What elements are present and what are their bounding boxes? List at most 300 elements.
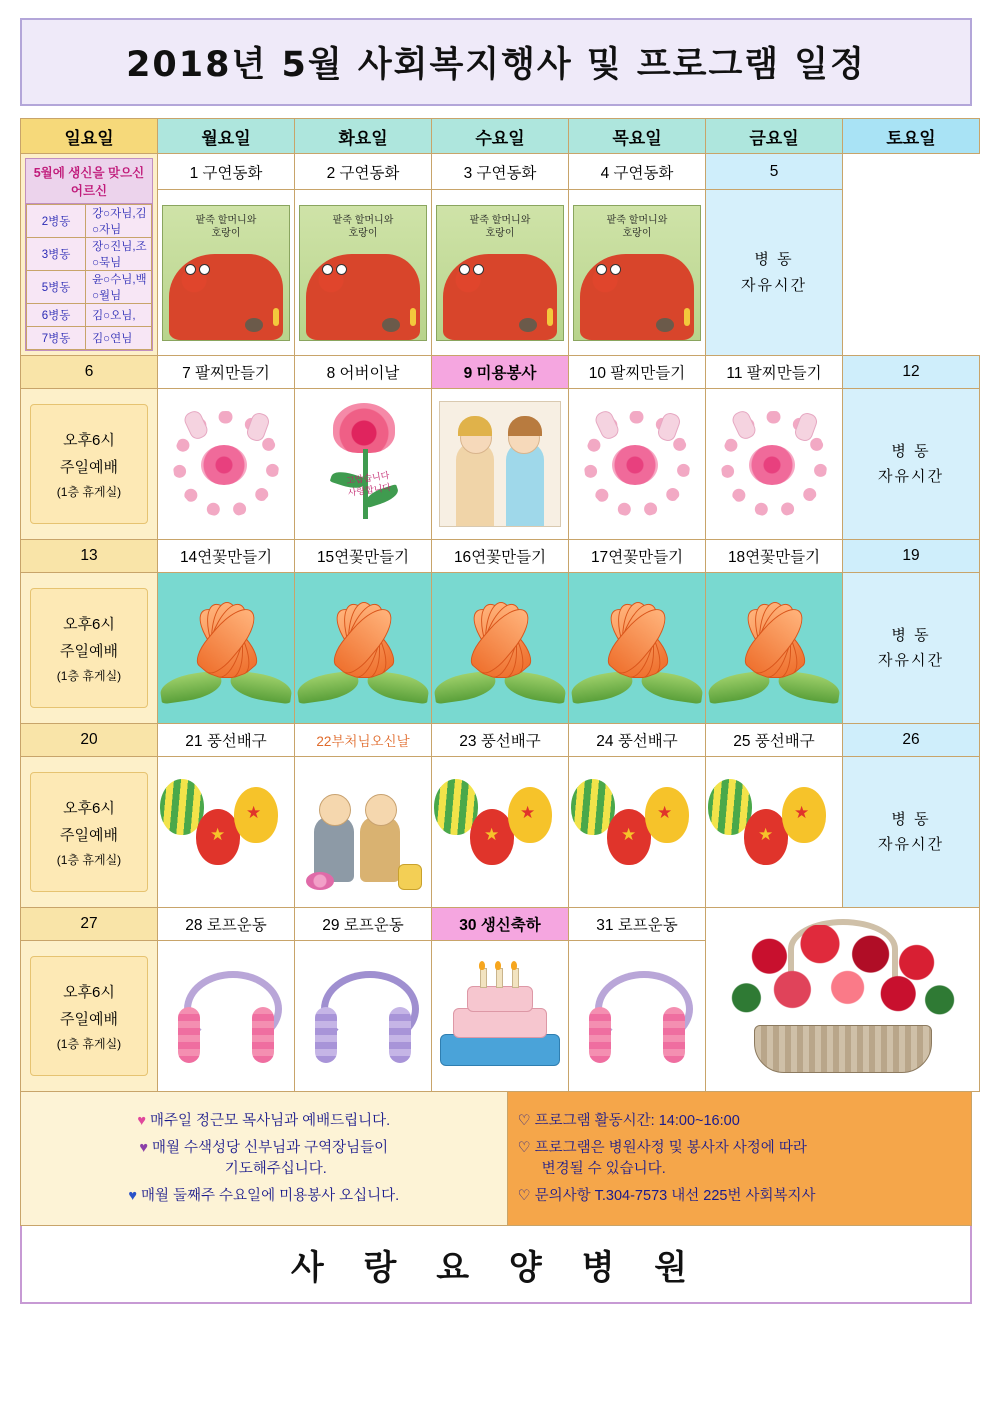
day-cell-20: 20 <box>21 724 158 757</box>
day-number: 17 <box>590 549 609 566</box>
note-left-2 <box>31 1138 497 1179</box>
worship-time: 오후6시 <box>63 799 115 817</box>
birthday-panel-cell <box>21 154 158 356</box>
bracelet-illustration <box>158 389 294 539</box>
sunday-cell-13 <box>21 573 158 724</box>
balloons-icon <box>569 773 705 891</box>
day-cell-27: 27 <box>21 908 158 941</box>
weekday-header-row <box>21 119 980 154</box>
balloon-star: ★ <box>210 825 226 844</box>
day-number: 1 <box>189 164 199 182</box>
week1-content <box>21 190 980 356</box>
hospital-name: 사 랑 요 양 병 원 <box>290 1247 702 1288</box>
carnation-illustration <box>295 389 431 539</box>
day-number: 31 <box>596 917 614 934</box>
storybook-illustration <box>158 190 294 355</box>
lotus-illustration <box>158 573 294 723</box>
note-right-2 <box>518 1138 961 1179</box>
day-label: 연꽃만들기 <box>608 549 684 566</box>
birthday-ward: 7병동 <box>27 327 86 350</box>
worship-name: 주일예배 <box>60 642 118 660</box>
cake-candle <box>480 968 487 988</box>
monk-head <box>365 794 397 826</box>
birthday-ward: 2병동 <box>27 205 86 238</box>
birthday-ward: 6병동 <box>27 304 86 327</box>
birthday-ward: 3병동 <box>27 238 86 271</box>
day-cell-12: 12 <box>843 356 980 389</box>
bracelet-icon <box>578 405 696 523</box>
day-number: 22 <box>316 734 332 749</box>
day-label: 팔찌만들기 <box>195 365 270 382</box>
art-cell-4 <box>569 190 706 356</box>
day-cell-23 <box>432 724 569 757</box>
balloon-illustration <box>432 757 568 907</box>
day-label: 구연동화 <box>476 164 537 182</box>
day-cell-26: 26 <box>843 724 980 757</box>
heart-icon: ♥ <box>128 1187 137 1204</box>
tiger-eye <box>322 264 333 275</box>
art-cell-22 <box>295 757 432 908</box>
monk-head <box>319 794 351 826</box>
day-cell-14 <box>158 540 295 573</box>
day-cell-1 <box>158 154 295 190</box>
art-cell-28 <box>158 941 295 1092</box>
exercise-rope-icon <box>162 961 290 1071</box>
birthday-row <box>27 304 152 327</box>
worship-time: 오후6시 <box>63 983 115 1001</box>
tiger-eye <box>199 264 210 275</box>
book-cover-icon <box>436 205 564 341</box>
art-cell-14 <box>158 573 295 724</box>
day-number: 15 <box>316 549 335 566</box>
saturday-cell-12 <box>843 389 980 540</box>
storybook-illustration <box>432 190 568 355</box>
balloon-star: ★ <box>246 803 262 822</box>
bracelet-illustration <box>706 389 842 539</box>
person-hair <box>508 416 542 436</box>
day-cell-28 <box>158 908 295 941</box>
notes-section <box>20 1092 972 1226</box>
day-cell-17 <box>569 540 706 573</box>
birthday-row <box>27 238 152 271</box>
candle-flame <box>479 961 485 970</box>
person-body <box>506 442 544 526</box>
day-label: 미용봉사 <box>476 365 537 382</box>
balloon-star: ★ <box>621 825 637 844</box>
lotus-icon <box>295 588 431 708</box>
person-body <box>456 442 494 526</box>
storybook-illustration <box>569 190 705 355</box>
art-cell-1 <box>158 190 295 356</box>
lotus-lantern-icon <box>306 872 334 890</box>
heart-outline-icon: ♡ <box>517 1140 531 1157</box>
saturday-free-time <box>843 439 979 490</box>
mole-shape <box>519 318 537 332</box>
birthday-cake-illustration <box>432 941 568 1091</box>
day-number: 4 <box>600 164 610 182</box>
note-right-1 <box>518 1111 961 1131</box>
day-cell-8 <box>295 356 432 389</box>
day-cell-21 <box>158 724 295 757</box>
day-label: 팔찌만들기 <box>746 365 822 382</box>
rope-handle <box>589 1007 611 1063</box>
exercise-rope-icon <box>573 961 701 1071</box>
carnation-bouquet <box>728 925 958 1029</box>
book-title-text: 팥죽 할머니와 호랑이 <box>606 214 668 239</box>
weekday-thursday: 목요일 <box>569 119 706 154</box>
lotus-illustration <box>569 573 705 723</box>
monk-children-icon <box>298 772 428 892</box>
balloon-illustration <box>706 757 842 907</box>
day-label: 로프운동 <box>617 917 678 934</box>
book-cover-icon <box>573 205 701 341</box>
notes-right-panel <box>507 1092 971 1225</box>
day-number: 9 <box>463 365 473 382</box>
day-cell-25 <box>706 724 843 757</box>
day-label: 풍선배구 <box>480 733 541 750</box>
note-left-1 <box>31 1111 497 1131</box>
saturday-cell-5 <box>706 190 843 356</box>
day-number: 10 <box>588 365 607 382</box>
balloon-star: ★ <box>794 803 810 822</box>
rope-handle <box>178 1007 200 1063</box>
hairdresser-icon <box>439 401 561 527</box>
weekday-monday: 월요일 <box>158 119 295 154</box>
worship-place: (1층 휴게실) <box>56 484 122 499</box>
day-number: 24 <box>596 733 614 750</box>
day-number: 3 <box>463 164 473 182</box>
rope-illustration <box>295 941 431 1091</box>
corn-shape <box>410 308 416 326</box>
week3-content <box>21 573 980 724</box>
art-cell-24 <box>569 757 706 908</box>
day-number: 11 <box>726 365 743 382</box>
page-title: 2018년 5월 사회복지행사 및 프로그램 일정 <box>126 45 866 85</box>
day-number: 29 <box>322 917 340 934</box>
tiger-eye <box>459 264 470 275</box>
heart-outline-icon: ♡ <box>517 1113 531 1129</box>
art-cell-10 <box>569 389 706 540</box>
day-label: 구연동화 <box>613 164 674 182</box>
note-text: 매월 수색성당 신부님과 구역장님들이 <box>151 1140 389 1157</box>
heart-outline-icon: ♡ <box>517 1187 531 1204</box>
lotus-icon <box>706 588 842 708</box>
saturday-cell-19 <box>843 573 980 724</box>
note-text: 문의사항 T.304-7573 내선 225번 사회복지사 <box>534 1187 816 1204</box>
lotus-icon <box>569 588 705 708</box>
cake-tier <box>453 1008 547 1038</box>
art-cell-3 <box>432 190 569 356</box>
note-text: 매월 둘째주 수요일에 미용봉사 오십니다. <box>140 1187 400 1204</box>
art-cell-17 <box>569 573 706 724</box>
art-cell-21 <box>158 757 295 908</box>
week2-content <box>21 389 980 540</box>
basket-body <box>754 1025 932 1073</box>
page-title-box <box>20 18 972 106</box>
art-cell-25 <box>706 757 843 908</box>
day-number: 8 <box>326 365 336 382</box>
day-cell-31 <box>569 908 706 941</box>
sunday-worship-box <box>30 772 149 892</box>
note-text: 프로그램은 병원사정 및 봉사자 사정에 따라 <box>534 1140 807 1157</box>
birthday-row <box>27 205 152 238</box>
note-right-3 <box>518 1186 961 1206</box>
rope-handle <box>315 1007 337 1063</box>
day-cell-2 <box>295 154 432 190</box>
day-label: 구연동화 <box>202 164 263 182</box>
saturday-free-time <box>843 623 979 674</box>
rope-handle <box>389 1007 411 1063</box>
note-text: 변경될 수 있습니다. <box>541 1160 666 1177</box>
art-cell-16 <box>432 573 569 724</box>
birthday-names: 김○오님, <box>86 304 152 327</box>
week4-numbers <box>21 724 980 757</box>
sunday-worship-box <box>30 956 149 1076</box>
day-cell-4 <box>569 154 706 190</box>
note-left-3 <box>31 1186 497 1206</box>
cake-tier <box>440 1034 560 1066</box>
mole-shape <box>656 318 674 332</box>
lotus-illustration <box>432 573 568 723</box>
tiger-eye <box>336 264 347 275</box>
book-cover-icon <box>299 205 427 341</box>
week3-numbers <box>21 540 980 573</box>
cake-candle <box>512 968 519 988</box>
art-cell-7 <box>158 389 295 540</box>
day-label: 연꽃만들기 <box>471 549 547 566</box>
day-number: 28 <box>185 917 203 934</box>
balloon-star: ★ <box>484 825 500 844</box>
week1-numbers <box>21 154 980 190</box>
weekday-friday: 금요일 <box>706 119 843 154</box>
worship-place: (1층 휴게실) <box>56 668 122 683</box>
day-label: 연꽃만들기 <box>197 549 273 566</box>
bracelet-flower <box>201 445 247 485</box>
day-cell-7 <box>158 356 295 389</box>
flower-basket-cell <box>706 908 980 1092</box>
birthday-row <box>27 271 152 304</box>
heart-icon: ♥ <box>139 1140 148 1157</box>
sat-line1: 병 동 <box>891 810 931 828</box>
art-cell-8 <box>295 389 432 540</box>
birthday-names: 강○자님,김○자님 <box>86 205 152 238</box>
day-cell-19: 19 <box>843 540 980 573</box>
weekday-wednesday: 수요일 <box>432 119 569 154</box>
balloons-icon <box>432 773 568 891</box>
day-label: 연꽃만들기 <box>745 549 821 566</box>
day-cell-15 <box>295 540 432 573</box>
worship-time: 오후6시 <box>63 615 115 633</box>
day-number: 2 <box>326 164 336 182</box>
day-label: 풍선배구 <box>754 733 815 750</box>
worship-time: 오후6시 <box>63 431 115 449</box>
day-cell-22 <box>295 724 432 757</box>
carnation-icon <box>307 399 419 529</box>
saturday-free-time <box>706 247 842 298</box>
weekday-tuesday: 화요일 <box>295 119 432 154</box>
bracelet-icon <box>715 405 833 523</box>
book-title-text: 팥죽 할머니와 호랑이 <box>469 214 531 239</box>
mole-shape <box>245 318 263 332</box>
worship-name: 주일예배 <box>60 826 118 844</box>
balloons-icon <box>158 773 294 891</box>
rope-handle <box>663 1007 685 1063</box>
rope-handle <box>252 1007 274 1063</box>
day-cell-13: 13 <box>21 540 158 573</box>
bracelet-illustration <box>569 389 705 539</box>
art-cell-2 <box>295 190 432 356</box>
week4-content <box>21 757 980 908</box>
lotus-icon <box>432 588 568 708</box>
day-label: 팔찌만들기 <box>610 365 686 382</box>
day-label: 로프운동 <box>343 917 404 934</box>
day-number: 16 <box>453 549 472 566</box>
day-number: 30 <box>459 917 477 934</box>
day-number: 23 <box>459 733 477 750</box>
day-number: 25 <box>733 733 751 750</box>
rope-illustration <box>569 941 705 1091</box>
day-label: 풍선배구 <box>206 733 267 750</box>
day-cell-18 <box>706 540 843 573</box>
art-cell-23 <box>432 757 569 908</box>
corn-shape <box>547 308 553 326</box>
day-number: 18 <box>727 549 746 566</box>
bracelet-flower <box>749 445 795 485</box>
lotus-illustration <box>706 573 842 723</box>
day-label: 연꽃만들기 <box>334 549 410 566</box>
candle-flame <box>495 961 501 970</box>
art-cell-11 <box>706 389 843 540</box>
corn-shape <box>684 308 690 326</box>
day-label: 로프운동 <box>206 917 267 934</box>
birthday-row <box>27 327 152 350</box>
weekday-saturday: 토요일 <box>843 119 980 154</box>
birthday-names: 김○연님 <box>86 327 152 350</box>
sat-line2: 자유시간 <box>878 836 944 853</box>
rope-illustration <box>158 941 294 1091</box>
day-cell-16 <box>432 540 569 573</box>
sunday-cell-20 <box>21 757 158 908</box>
tiger-eye <box>610 264 621 275</box>
day-number: 14 <box>179 549 198 566</box>
day-label: 생신축하 <box>480 917 541 934</box>
beauty-service-illustration <box>432 389 568 539</box>
book-title-text: 팥죽 할머니와 호랑이 <box>195 214 257 239</box>
note-text: 기도해주십니다. <box>224 1160 327 1177</box>
candle-flame <box>511 961 517 970</box>
balloon-illustration <box>569 757 705 907</box>
day-number: 21 <box>185 733 203 750</box>
day-label: 풍선배구 <box>617 733 678 750</box>
day-cell-3 <box>432 154 569 190</box>
hospital-name-footer <box>20 1226 972 1304</box>
note-text: 프로그램 활동시간: 14:00~16:00 <box>534 1113 740 1129</box>
sat-line1: 병 동 <box>754 251 794 269</box>
day-cell-11 <box>706 356 843 389</box>
day-label: 구연동화 <box>339 164 400 182</box>
buddha-day-illustration <box>295 757 431 907</box>
birthday-names: 장○진님,조○묵님 <box>86 238 152 271</box>
art-cell-29 <box>295 941 432 1092</box>
birthday-names: 윤○수님,백○월님 <box>86 271 152 304</box>
art-cell-9 <box>432 389 569 540</box>
art-cell-15 <box>295 573 432 724</box>
book-cover-icon <box>162 205 290 341</box>
day-cell-5: 5 <box>706 154 843 190</box>
birthday-ward: 5병동 <box>27 271 86 304</box>
cake-candle <box>496 968 503 988</box>
mole-shape <box>382 318 400 332</box>
sat-line2: 자유시간 <box>741 276 807 294</box>
sat-line1: 병 동 <box>891 626 931 644</box>
tiger-eye <box>185 264 196 275</box>
birthday-cake-icon <box>438 960 562 1072</box>
notes-left-panel <box>21 1092 507 1225</box>
tiger-eye <box>473 264 484 275</box>
day-cell-6: 6 <box>21 356 158 389</box>
lantern-icon <box>398 864 422 890</box>
lotus-illustration <box>295 573 431 723</box>
sunday-cell-27 <box>21 941 158 1092</box>
flower-basket-icon <box>728 925 958 1075</box>
balloon-star: ★ <box>758 825 774 844</box>
balloons-icon <box>706 773 842 891</box>
exercise-rope-icon <box>299 961 427 1071</box>
note-text: 매주일 정근모 목사님과 예배드립니다. <box>149 1113 391 1129</box>
worship-place: (1층 휴게실) <box>56 852 122 867</box>
worship-name: 주일예배 <box>60 458 118 476</box>
lotus-icon <box>158 588 294 708</box>
heart-icon: ♥ <box>137 1113 146 1129</box>
sat-line1: 병 동 <box>891 442 931 460</box>
saturday-free-time <box>843 807 979 858</box>
sunday-cell-6 <box>21 389 158 540</box>
sunday-worship-box <box>30 588 149 708</box>
bracelet-icon <box>167 405 285 523</box>
weekday-sunday: 일요일 <box>21 119 158 154</box>
tiger-eye <box>596 264 607 275</box>
worship-name: 주일예배 <box>60 1010 118 1028</box>
week5-numbers <box>21 908 980 941</box>
bracelet-flower <box>612 445 658 485</box>
storybook-illustration <box>295 190 431 355</box>
day-cell-9 <box>432 356 569 389</box>
day-cell-10 <box>569 356 706 389</box>
person-hair <box>458 416 492 436</box>
book-title-text: 팥죽 할머니와 호랑이 <box>332 214 394 239</box>
week2-numbers <box>21 356 980 389</box>
flower-basket-illustration <box>706 925 979 1075</box>
carnation-head <box>333 403 395 453</box>
corn-shape <box>273 308 279 326</box>
worship-place: (1층 휴게실) <box>56 1036 122 1051</box>
day-cell-24 <box>569 724 706 757</box>
balloon-illustration <box>158 757 294 907</box>
sat-line2: 자유시간 <box>878 652 944 669</box>
art-cell-30 <box>432 941 569 1092</box>
day-cell-29 <box>295 908 432 941</box>
art-cell-18 <box>706 573 843 724</box>
calendar-table <box>20 118 980 1092</box>
art-cell-31 <box>569 941 706 1092</box>
day-cell-30 <box>432 908 569 941</box>
balloon-star: ★ <box>657 803 673 822</box>
birthday-panel <box>25 158 153 351</box>
day-label: 어버이날 <box>339 365 400 382</box>
carnation-message: 고맙습니다 사랑합니다 <box>345 470 392 498</box>
cake-tier <box>467 986 533 1012</box>
sunday-worship-box <box>30 404 149 524</box>
